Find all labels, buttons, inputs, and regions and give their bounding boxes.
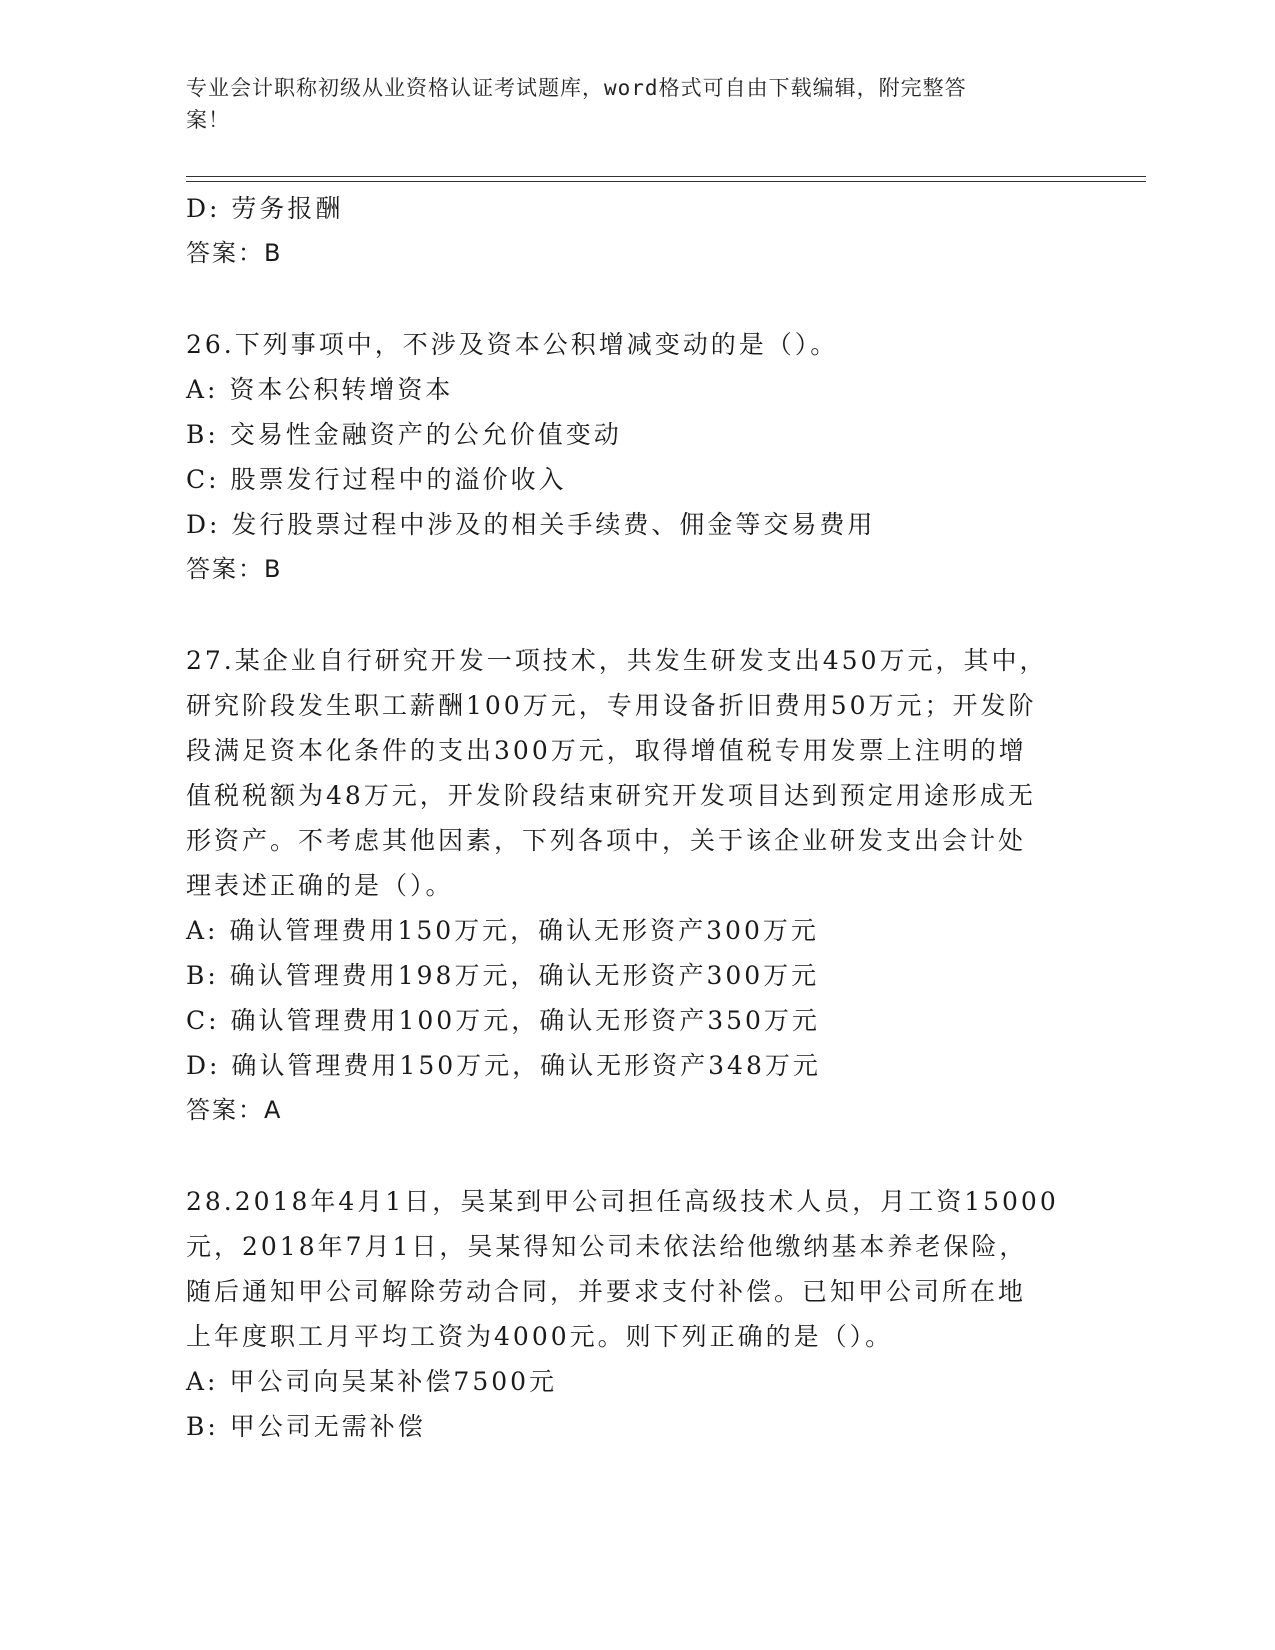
q25-option-d: D: 劳务报酬 (186, 194, 344, 223)
q27-stem-line-5: 形资产。不考虑其他因素，下列各项中，关于该企业研发支出会计处 (186, 826, 1027, 855)
q25-answer: 答案：B (186, 239, 283, 267)
header-line-1: 专业会计职称初级从业资格认证考试题库，word格式可自由下载编辑，附完整答 (186, 76, 967, 100)
q28-option-a: A: 甲公司向吴某补偿7500元 (186, 1367, 558, 1396)
header-line-2: 案！ (186, 108, 230, 132)
header-rule-top (186, 176, 1146, 177)
q26-option-b: B: 交易性金融资产的公允价值变动 (186, 420, 622, 449)
question-content (186, 186, 1086, 1449)
q27-stem-line-1: 27.某企业自行研究开发一项技术，共发生研发支出450万元，其中， (186, 646, 1048, 675)
q26-option-d: D: 发行股票过程中涉及的相关手续费、佣金等交易费用 (186, 510, 876, 539)
page-header (186, 72, 1066, 136)
q28-stem-line-3: 随后通知甲公司解除劳动合同，并要求支付补偿。已知甲公司所在地 (186, 1277, 1027, 1306)
spacer (186, 592, 1086, 638)
q27-option-c: C: 确认管理费用100万元，确认无形资产350万元 (186, 1006, 820, 1035)
q27-stem-line-2: 研究阶段发生职工薪酬100万元，专用设备折旧费用50万元；开发阶 (186, 691, 1037, 720)
q26-answer: 答案：B (186, 555, 283, 583)
q27-option-a: A: 确认管理费用150万元，确认无形资产300万元 (186, 916, 819, 945)
q27-option-b: B: 确认管理费用198万元，确认无形资产300万元 (186, 961, 820, 990)
q27-stem-line-4: 值税税额为48万元，开发阶段结束研究开发项目达到预定用途形成无 (186, 781, 1036, 810)
q27-option-d: D: 确认管理费用150万元，确认无形资产348万元 (186, 1051, 821, 1080)
q27-answer: 答案：A (186, 1096, 283, 1124)
q28-stem-line-2: 元，2018年7月1日，吴某得知公司未依法给他缴纳基本养老保险， (186, 1232, 1028, 1261)
q26-option-a: A: 资本公积转增资本 (186, 375, 454, 404)
header-rule-bottom (186, 181, 1146, 182)
q26-option-c: C: 股票发行过程中的溢价收入 (186, 465, 567, 494)
spacer (186, 1133, 1086, 1179)
q27-stem-line-3: 段满足资本化条件的支出300万元，取得增值税专用发票上注明的增 (186, 736, 1027, 765)
spacer (186, 276, 1086, 322)
q26-stem-line-1: 26.下列事项中，不涉及资本公积增减变动的是（）。 (186, 330, 839, 359)
q28-stem-line-4: 上年度职工月平均工资为4000元。则下列正确的是（）。 (186, 1322, 894, 1351)
q28-stem-line-1: 28.2018年4月1日，吴某到甲公司担任高级技术人员，月工资15000 (186, 1187, 1059, 1216)
q28-option-b: B: 甲公司无需补偿 (186, 1412, 426, 1441)
q27-stem-line-6: 理表述正确的是（）。 (186, 871, 454, 900)
